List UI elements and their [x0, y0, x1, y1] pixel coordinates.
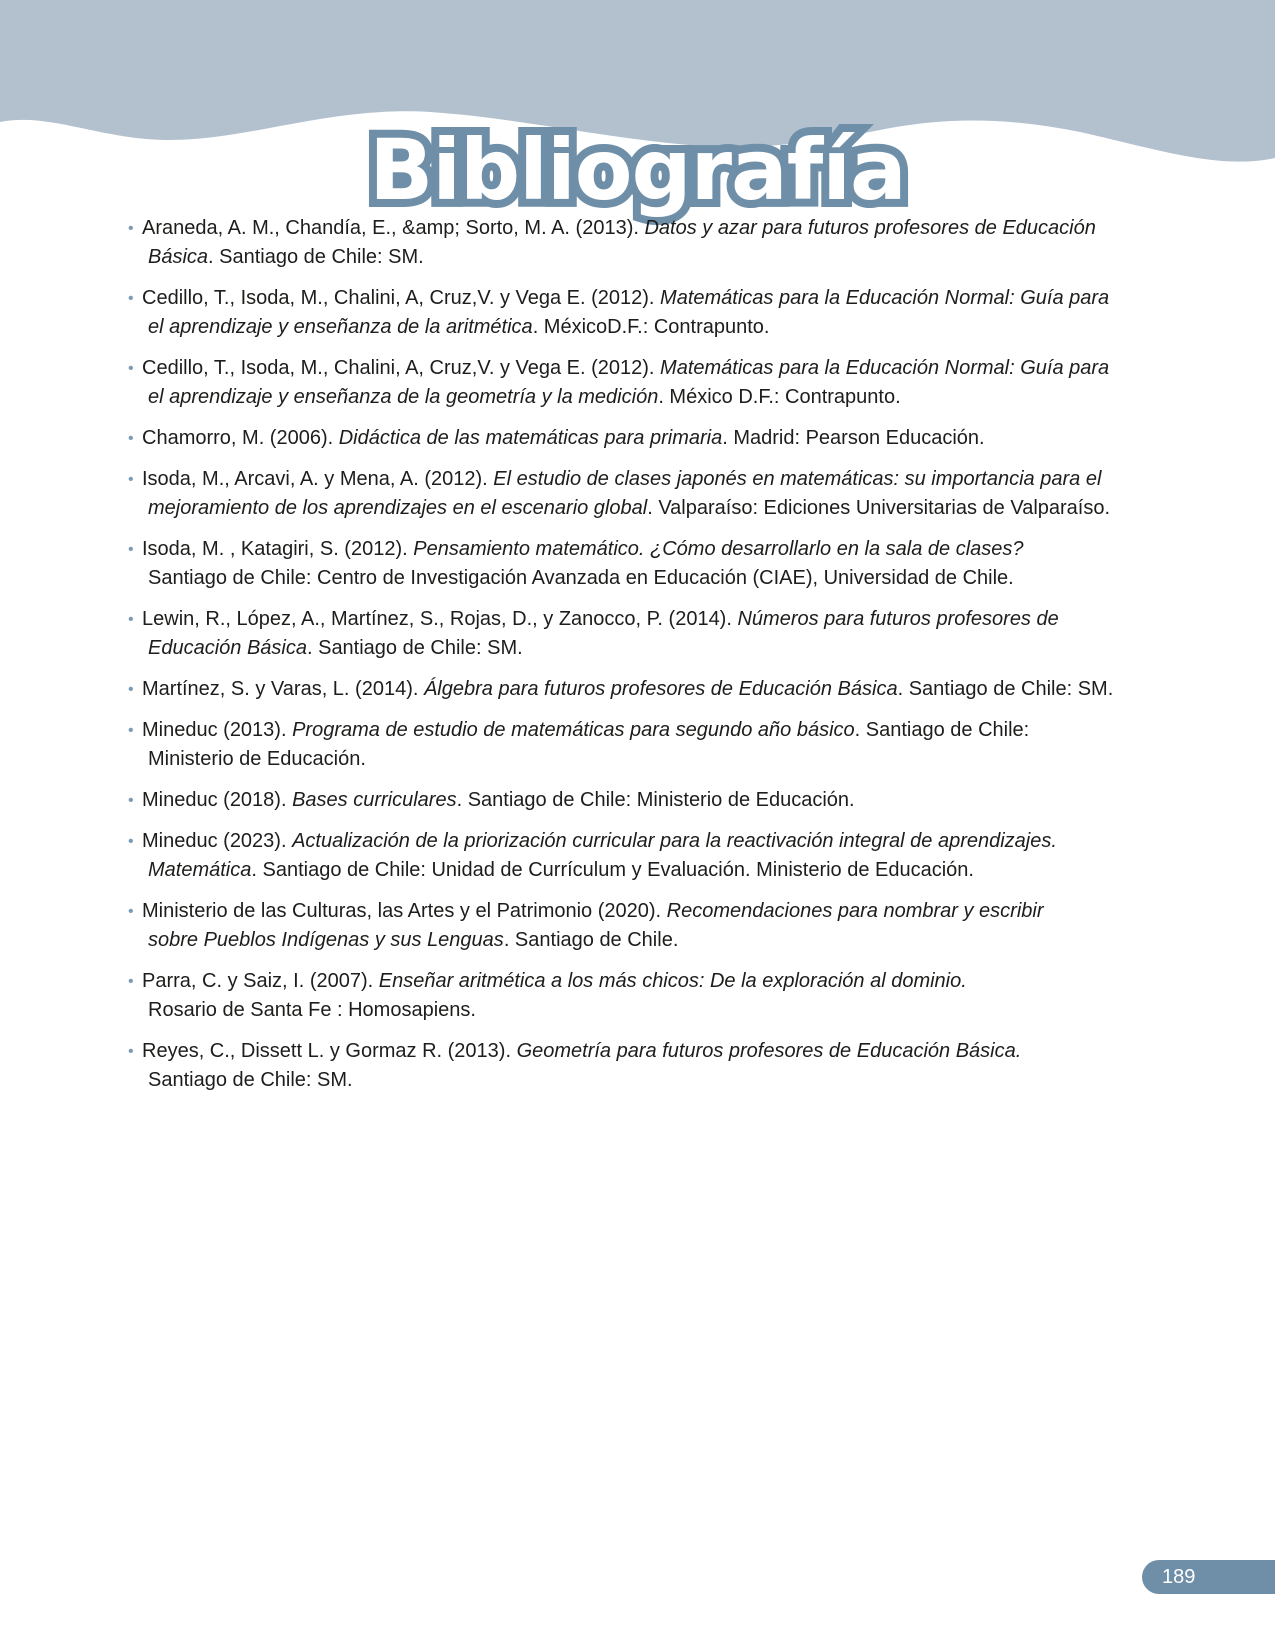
- page-title: Bibliografía: [369, 121, 906, 220]
- bullet-icon: •: [128, 722, 134, 739]
- entry-text: [142, 1037, 1148, 1095]
- entry-title: Pensamiento matemático. ¿Cómo desarrollarlo en la sala de clases?: [413, 538, 1024, 560]
- entry-authors: Araneda, A. M., Chandía, E., &amp; Sorto, M. A. (2013).: [142, 217, 645, 239]
- entry-publisher: . MéxicoD.F.: Contrapunto.: [532, 316, 770, 338]
- bullet-icon: •: [128, 360, 134, 377]
- entry-authors: Parra, C. y Saiz, I. (2007).: [142, 970, 379, 992]
- bullet-icon: •: [128, 973, 134, 990]
- bullet-icon: •: [128, 1043, 134, 1060]
- entry-title-cont: Matemática: [148, 859, 252, 881]
- entry-publisher: Rosario de Santa Fe : Homosapiens.: [148, 999, 476, 1021]
- bibliography-list: [128, 214, 1148, 1107]
- entry-continuation: [142, 926, 1148, 955]
- entry-title: El estudio de clases japonés en matemáticas: su importancia para el: [493, 468, 1102, 490]
- entry-text: [142, 827, 1148, 885]
- bibliography-entry: [128, 354, 1148, 412]
- entry-authors: Reyes, C., Dissett L. y Gormaz R. (2013).: [142, 1040, 517, 1062]
- entry-continuation: [142, 634, 1148, 663]
- entry-title-cont: mejoramiento de los aprendizajes en el escenario global: [148, 497, 648, 519]
- bullet-icon: •: [128, 903, 134, 920]
- entry-title: Bases curriculares: [292, 789, 457, 811]
- entry-continuation: [142, 856, 1148, 885]
- entry-continuation: [142, 313, 1148, 342]
- entry-title-cont: el aprendizaje y enseñanza de la aritmética: [148, 316, 533, 338]
- bibliography-entry: [128, 284, 1148, 342]
- entry-text: [142, 967, 1148, 1025]
- entry-title: Didáctica de las matemáticas para primaria: [338, 427, 723, 449]
- entry-title: Números para futuros profesores de: [737, 608, 1059, 630]
- bibliography-entry: [128, 1037, 1148, 1095]
- entry-authors: Ministerio de las Culturas, las Artes y el Patrimonio (2020).: [142, 900, 667, 922]
- entry-authors: Chamorro, M. (2006).: [142, 427, 339, 449]
- bibliography-entry: [128, 897, 1148, 955]
- entry-publisher: . Valparaíso: Ediciones Universitarias de Valparaíso.: [647, 497, 1111, 519]
- entry-authors: Cedillo, T., Isoda, M., Chalini, A, Cruz,V. y Vega E. (2012).: [142, 287, 661, 309]
- entry-title: Recomendaciones para nombrar y escribir: [666, 900, 1044, 922]
- bullet-icon: •: [128, 220, 134, 237]
- entry-continuation: [142, 745, 1148, 774]
- entry-publisher-a: . Santiago de Chile:: [854, 719, 1030, 741]
- bibliography-entry: [128, 424, 1148, 453]
- entry-title: Matemáticas para la Educación Normal: Guía para: [660, 287, 1110, 309]
- bibliography-entry: [128, 214, 1148, 272]
- entry-publisher: . Santiago de Chile: Ministerio de Educación.: [456, 789, 855, 811]
- bullet-icon: •: [128, 611, 134, 628]
- entry-title: Álgebra para futuros profesores de Educación Básica: [423, 678, 898, 700]
- entry-authors: Mineduc (2023).: [142, 830, 293, 852]
- bibliography-entry: [128, 465, 1148, 523]
- entry-title-cont: Educación Básica: [148, 637, 307, 659]
- entry-continuation: [142, 243, 1148, 272]
- entry-publisher: Santiago de Chile: SM.: [148, 1069, 353, 1091]
- entry-title-cont: Básica: [148, 246, 209, 268]
- entry-authors: Mineduc (2013).: [142, 719, 293, 741]
- entry-title-cont: sobre Pueblos Indígenas y sus Lenguas: [148, 929, 504, 951]
- entry-continuation: [142, 564, 1148, 593]
- bullet-icon: •: [128, 541, 134, 558]
- entry-authors: Martínez, S. y Varas, L. (2014).: [142, 678, 424, 700]
- entry-publisher: Ministerio de Educación.: [148, 748, 366, 770]
- entry-title: Enseñar aritmética a los más chicos: De la exploración al dominio.: [378, 970, 967, 992]
- entry-authors: Cedillo, T., Isoda, M., Chalini, A, Cruz,V. y Vega E. (2012).: [142, 357, 661, 379]
- entry-text: [142, 465, 1148, 523]
- entry-text: [142, 675, 1148, 704]
- entry-title: Actualización de la priorización curricular para la reactivación integral de aprendizajes.: [292, 830, 1057, 852]
- bibliography-entry: [128, 605, 1148, 663]
- entry-authors: Mineduc (2018).: [142, 789, 293, 811]
- entry-text: [142, 716, 1148, 774]
- bibliography-entry: [128, 827, 1148, 885]
- entry-publisher: . Santiago de Chile: Unidad de Currículum y Evaluación. Ministerio de Educación.: [251, 859, 974, 881]
- entry-continuation: [142, 1066, 1148, 1095]
- entry-continuation: [142, 383, 1148, 412]
- bullet-icon: •: [128, 833, 134, 850]
- entry-text: [142, 214, 1148, 272]
- entry-title: Geometría para futuros profesores de Educación Básica.: [516, 1040, 1022, 1062]
- entry-title-cont: el aprendizaje y enseñanza de la geometría y la medición: [148, 386, 659, 408]
- entry-publisher: . Madrid: Pearson Educación.: [722, 427, 985, 449]
- entry-publisher: . México D.F.: Contrapunto.: [658, 386, 901, 408]
- entry-text: [142, 786, 1148, 815]
- bibliography-entry: [128, 967, 1148, 1025]
- entry-authors: Lewin, R., López, A., Martínez, S., Rojas, D., y Zanocco, P. (2014).: [142, 608, 738, 630]
- bibliography-entry: [128, 716, 1148, 774]
- entry-publisher: . Santiago de Chile: SM.: [306, 637, 523, 659]
- entry-title: Matemáticas para la Educación Normal: Guía para: [660, 357, 1110, 379]
- entry-text: [142, 424, 1148, 453]
- entry-authors: Isoda, M., Arcavi, A. y Mena, A. (2012).: [142, 468, 494, 490]
- entry-continuation: [142, 996, 1148, 1025]
- entry-publisher: . Santiago de Chile: SM.: [897, 678, 1114, 700]
- bullet-icon: •: [128, 471, 134, 488]
- entry-text: [142, 897, 1148, 955]
- entry-publisher: . Santiago de Chile: SM.: [208, 246, 424, 268]
- page-number-tab: 189: [1142, 1560, 1275, 1594]
- bullet-icon: •: [128, 792, 134, 809]
- entry-text: [142, 284, 1148, 342]
- entry-text: [142, 605, 1148, 663]
- bullet-icon: •: [128, 681, 134, 698]
- entry-text: [142, 354, 1148, 412]
- bibliography-entry: [128, 675, 1148, 704]
- entry-title: Datos y azar para futuros profesores de Educación: [644, 217, 1096, 239]
- entry-authors: Isoda, M. , Katagiri, S. (2012).: [142, 538, 414, 560]
- bullet-icon: •: [128, 290, 134, 307]
- entry-continuation: [142, 494, 1148, 523]
- bullet-icon: •: [128, 430, 134, 447]
- entry-publisher: Santiago de Chile: Centro de Investigación Avanzada en Educación (CIAE), Universidad de Chile.: [148, 567, 1014, 589]
- bibliography-entry: [128, 535, 1148, 593]
- entry-title: Programa de estudio de matemáticas para segundo año básico: [292, 719, 855, 741]
- entry-text: [142, 535, 1148, 593]
- bibliography-entry: [128, 786, 1148, 815]
- entry-publisher: . Santiago de Chile.: [503, 929, 679, 951]
